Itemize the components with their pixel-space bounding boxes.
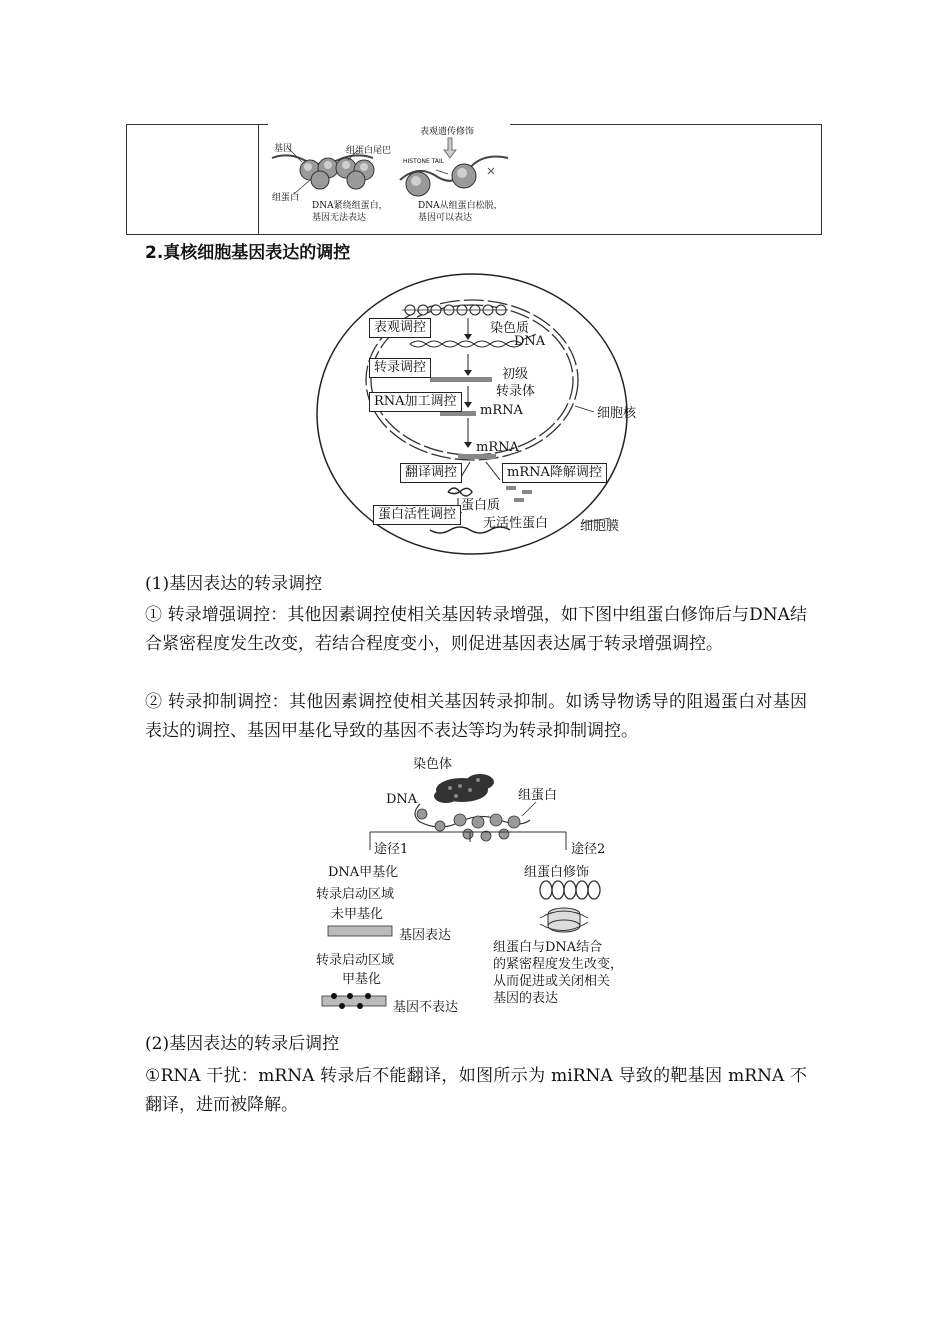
p2-a: ①RNA 干扰：mRNA 转录后不能翻译，如图所示为 miRNA 导致的靶基因 mRNA 不翻译，进而被降解。 [145, 1066, 807, 1115]
box-rna-processing-control: RNA加工调控 [369, 392, 462, 412]
label-mrna-outer: mRNA [476, 440, 519, 455]
box-translation-control: 翻译调控 [400, 463, 462, 483]
label-result-2: 的紧密程度发生改变， [493, 957, 624, 972]
p2-title: (2)基因表达的转录后调控 [145, 1034, 340, 1054]
label-mrna-inner: mRNA [480, 403, 523, 418]
label-promoter-unmethylated-2: 未甲基化 [331, 907, 384, 922]
box-epigenetic-control: 表观调控 [369, 318, 431, 338]
label-dna-2: DNA [386, 792, 418, 807]
label-gene-not-expressed: 基因不表达 [393, 1000, 459, 1015]
caption-left-1: DNA紧绕组蛋白， [312, 201, 388, 211]
label-result-1: 组蛋白与DNA结合 [493, 940, 603, 955]
label-dna: DNA [514, 334, 546, 349]
label-promoter-methylated-1: 转录启动区域 [316, 953, 395, 968]
p1-a: ① 转录增强调控：其他因素调控使相关基因转录增强，如下图中组蛋白修饰后与DNA结合紧密程度发生改变，若结合程度变小，则促进基因表达属于转录增强调控。 [145, 605, 807, 654]
label-epigenetic-mod: 表观遗传修饰 [420, 127, 475, 137]
label-gene: 基因 [274, 144, 293, 154]
label-histone-tail-en: HISTONE TAIL [403, 158, 445, 165]
caption-right-1: DNA从组蛋白松脱， [418, 201, 503, 211]
label-chromosome: 染色体 [413, 757, 453, 772]
label-promoter-unmethylated-1: 转录启动区域 [316, 887, 395, 902]
label-promoter-methylated-2: 甲基化 [342, 972, 382, 987]
box-protein-activity-control: 蛋白活性调控 [373, 505, 461, 525]
label-result-3: 从而促进或关闭相关 [493, 974, 611, 989]
label-histone: 组蛋白 [272, 193, 300, 203]
label-path2: 途径2 [571, 842, 606, 857]
caption-left-2: 基因无法表达 [312, 213, 367, 223]
p1-title: (1)基因表达的转录调控 [145, 574, 323, 594]
label-primary-1: 初级 [502, 367, 529, 382]
label-histone-2: 组蛋白 [518, 788, 558, 803]
label-nucleus: 细胞核 [597, 406, 637, 421]
label-histone-tail: 组蛋白尾巴 [346, 146, 392, 156]
caption-right-2: 基因可以表达 [418, 213, 473, 223]
label-chromatin: 染色质 [490, 321, 530, 336]
section-heading: 2.真核细胞基因表达的调控 [145, 243, 351, 263]
p1-b: ② 转录抑制调控：其他因素调控使相关基因转录抑制。如诱导物诱导的阻遏蛋白对基因表达的调控、基因甲基化导致的基因不表达等均为转录抑制调控。 [145, 692, 807, 741]
label-result-4: 基因的表达 [493, 991, 559, 1006]
label-dna-methylation: DNA甲基化 [328, 865, 399, 880]
label-histone-modification: 组蛋白修饰 [524, 865, 590, 880]
label-inactive-protein: 无活性蛋白 [483, 516, 549, 531]
label-gene-expressed: 基因表达 [399, 928, 452, 943]
table-divider [258, 125, 259, 235]
label-protein: 蛋白质 [461, 498, 501, 513]
label-path1: 途径1 [374, 842, 409, 857]
label-primary-2: 转录体 [496, 384, 536, 399]
box-transcription-control: 转录调控 [369, 358, 431, 378]
box-mrna-degradation-control: mRNA降解调控 [502, 463, 607, 483]
label-cell-membrane: 细胞膜 [580, 519, 620, 534]
